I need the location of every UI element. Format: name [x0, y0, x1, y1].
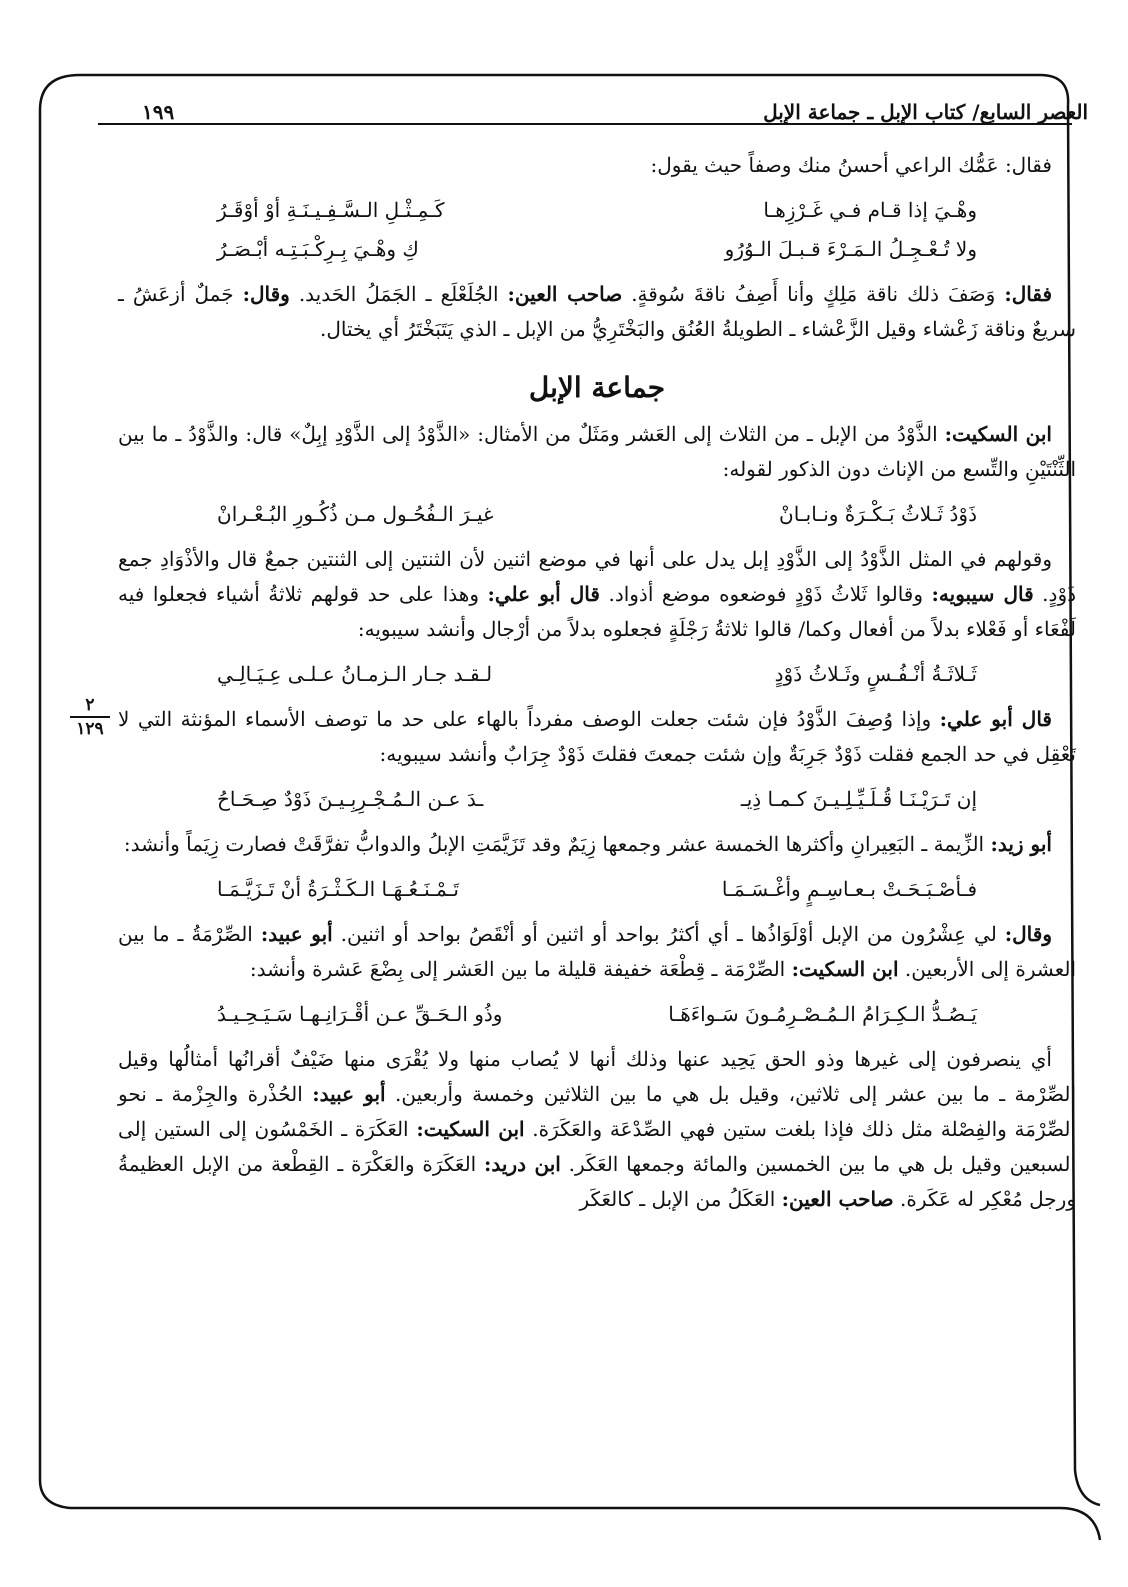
paragraph-text: وقولهم في المثل الذَّوْدُ إلى الذَّوْدِ إبل يدل على أنها في موضع اثنين لأن الثنتين إلى الثنتين جمعٌ قال والأذْوَادِ جمع ذَوْدٍ. — [118, 547, 1077, 606]
paragraph-text: الصِّرْمَة ـ قِطْعَة خفيفة قليلة ما بين العَشر إلى بِضْعَ عَشرة وأنشد: — [249, 957, 792, 981]
verse-line — [118, 497, 1076, 532]
paragraph-text: فقال: عَمُّك الراعي أحسنُ منك وصفاً حيث يقول: — [650, 153, 1052, 177]
verse-line — [118, 193, 1076, 228]
verse-second-hemistich: كِ وهْـيَ بِـرِكْـبَـتِـه أبْـصَـرُ — [217, 237, 419, 261]
paragraph — [118, 148, 1076, 183]
source-label: ابن السكيت: — [944, 422, 1052, 446]
running-head: العصر السابع/ كتاب الإبل ـ جماعة الإبل — [763, 100, 1088, 124]
source-label: قال أبو علي: — [939, 707, 1052, 731]
verse-first-hemistich: إن تَـرَيْـنَـا قُـلَـيِّـلِـيـنَ كـمـا ذِيـ — [740, 787, 977, 811]
paragraph-text: أي ينصرفون إلى غيرها وذو الحق يَحِيد عنها وذلك أنها لا يُصاب منها ولا يُقْرَى منها ضَيْفٌ أقرانُها أمثالُها وقيل الصِّرْمة ـ ما بين عشر إلى ثلاثين، وقيل بل هي ما بين الثلاثين وخمسة وأربعين. — [118, 1047, 1077, 1106]
paragraph-text: وإذا وُصِفَ الذَّوْدُ فإن شئت جعلت الوصف مفرداً بالهاء على حد ما توصف الأسماء المؤنثة التي لا تَعْقِل في حد الجمع فقلت ذَوْدٌ جَرِبَةٌ وإن شئت جمعتَ فقلتَ ذَوْدٌ جِرَابٌ وأنشد سيبويه: — [118, 707, 1076, 766]
verse-second-hemistich: ـدَ عـن الـمُـجْـرِبِـيـنَ ذَوْدٌ صِـحَـاحُ — [217, 787, 484, 811]
source-label: قال أبو علي: — [487, 582, 600, 606]
paragraph-text: لي عِشْرُون من الإبل أوْلَوَاذُها ـ أي أكثرُ بواحد أو اثنين أو أنْقَصُ بواحد أو اثنين. — [332, 922, 1005, 946]
source-label: ابن السكيت: — [416, 1117, 525, 1141]
verse-second-hemistich: تَـمْـنَـعُـهَـا الـكَـثْـرَةُ أنْ تَـزَيَّـمَـا — [217, 877, 459, 901]
paragraph-text: جَملٌ أزعَشُ ـ سريعٌ وناقة زَعْشاء وقيل الزَّعْشاء ـ الطويلةُ العُنُق والبَخْتَرِيُّ من الإبل ـ الذي يَتَبَخْتَرُ أي يختال. — [118, 282, 1076, 341]
verse-first-hemistich: وهْـيَ إذا قـام فـي غَـرْزِهـا — [763, 198, 977, 222]
source-label: صاحب العين: — [781, 1187, 894, 1211]
source-label: ابن السكيت: — [791, 957, 899, 981]
source-label: قال سيبويه: — [931, 582, 1034, 606]
page-header — [100, 88, 1088, 124]
margin-page-reference — [66, 696, 114, 738]
source-label: ابن دريد: — [484, 1152, 561, 1176]
paragraph — [118, 702, 1076, 772]
verse-second-hemistich: كَـمِـثْـلِ الـسَّـفِـيـنَـةِ أوْ أوْقَـرُ — [217, 198, 445, 222]
margin-ref-bottom: ١٢٩ — [76, 719, 104, 739]
verse-second-hemistich: لـقـد جـار الـزمـانُ عـلـى عِـيَـالِـي — [217, 662, 493, 686]
frame-bottom-border — [70, 1508, 1100, 1540]
paragraph-text: وَصَفَ ذلك ناقة مَلِكٍ وأنا أَصِفُ ناقةَ سُوقةٍ. — [622, 282, 1005, 306]
paragraph — [118, 827, 1076, 862]
margin-ref-rule — [70, 716, 110, 718]
source-label: أبو عبيد: — [260, 922, 333, 946]
paragraph-text: وهذا على حد قولهم ثلاثةُ أشياء فجعلوا فيه لَفْعَاء أو فَعْلاء بدلاً من أفعال وكما/ قالوا ثلاثةُ رَجْلَةٍ فجعلوه بدلاً من أرْجال وأنشد سيبويه: — [118, 582, 1076, 641]
speaker-label: فقال: — [1004, 282, 1053, 306]
paragraph — [118, 1042, 1076, 1217]
margin-ref-top: ٢ — [85, 695, 95, 715]
verse-line — [118, 872, 1076, 907]
verse-first-hemistich: ولا تُـعْـجِـلُ الـمَـرْءَ قـبـلَ الـوُرُو — [724, 237, 977, 261]
page-number: ١٩٩ — [142, 100, 175, 124]
paragraph-text: العَكَرَة والعَكْرَة ـ القِطْعة من الإبل العظيمةُ ورجل مُعْكِر له عَكَرة. — [118, 1152, 1076, 1211]
verse-second-hemistich: غيـرَ الـفُحُـول مـن ذُكُـورِ البُـعْـرانْ — [217, 502, 494, 526]
paragraph — [118, 277, 1076, 347]
paragraph — [118, 917, 1076, 987]
verse-first-hemistich: ثَـلاثَـةُ أنْـفُـسٍ وثَـلاثُ ذَوْدٍ — [774, 662, 977, 686]
verse-line — [118, 232, 1076, 267]
paragraph-text: الصِّرْمَةُ ـ ما بين العشرة إلى الأربعين. — [118, 922, 1076, 981]
source-label: أبو زيد: — [990, 832, 1052, 856]
paragraph-text: الزِّيمة ـ البَعِيرانِ وأكثرها الخمسة عشر وجمعها زِيَمٌ وقد تَزَيَّمَتِ الإبلُ والدوابُّ تفرَّقَتْ فصارت زِيَماً وأنشد: — [123, 832, 991, 856]
verse-first-hemistich: ذَوْدُ ثَـلاثُ بَـكْـرَةٌ ونـابـانْ — [779, 502, 977, 526]
speaker-label: وقال: — [1004, 922, 1052, 946]
source-label: صاحب العين: — [507, 282, 623, 306]
source-label: أبو عبيد: — [312, 1082, 386, 1106]
paragraph — [118, 417, 1076, 487]
section-title: جماعة الإبل — [528, 371, 666, 404]
paragraph-text: العَكَلُ من الإبل ـ كالعَكَر — [579, 1187, 782, 1211]
paragraph-text: وقالوا ثَلاثُ ذَوْدٍ فوضعوه موضع أذواد. — [599, 582, 932, 606]
verse-first-hemistich: يَـصُـدُّ الـكِـرَامُ الـمُـصْـرِمُـونَ سَـواءَهَـا — [668, 1002, 977, 1026]
paragraph-text: الحُذْرة والجِزْمة ـ نحو الصِّرْمَة والفِصْلة مثل ذلك فإذا بلغت ستين فهي الصِّدْعَة والعَكَرَة. — [118, 1082, 1076, 1141]
paragraph — [118, 542, 1076, 647]
paragraph-text: العَكَرَة ـ الخَمْسُون إلى الستين إلى السبعين وقيل بل هي ما بين الخمسين والمائة وجمعها العَكَر. — [118, 1117, 1077, 1176]
verse-first-hemistich: فـأصْـبَـحَـتْ بـعـاسِـمٍ وأغْـسَـمَـا — [721, 877, 977, 901]
verse-second-hemistich: وذُو الـحَـقِّ عـن أقْـرَانِـهـا سَـيَـحِـيـدُ — [217, 1002, 503, 1026]
verse-line — [118, 782, 1076, 817]
speaker-label: وقال: — [242, 282, 290, 306]
main-text — [118, 148, 1076, 1217]
verse-line — [118, 997, 1076, 1032]
verse-line — [118, 657, 1076, 692]
frame-left-border — [40, 110, 70, 1508]
paragraph-text: الجُلَعْلَع ـ الجَمَلُ الحَديد. — [289, 282, 508, 306]
paragraph-text: الذَّوْدُ من الإبل ـ من الثلاث إلى العَشر ومَثَلٌ من الأمثال: «الذَّوْدُ إلى الذَّوْدِ إبِلٌ» قال: والذَّوْدُ ـ ما بين الثِّنْتَيْنِ والتِّسع من الإناث دون الذكور لقوله: — [118, 422, 1076, 481]
